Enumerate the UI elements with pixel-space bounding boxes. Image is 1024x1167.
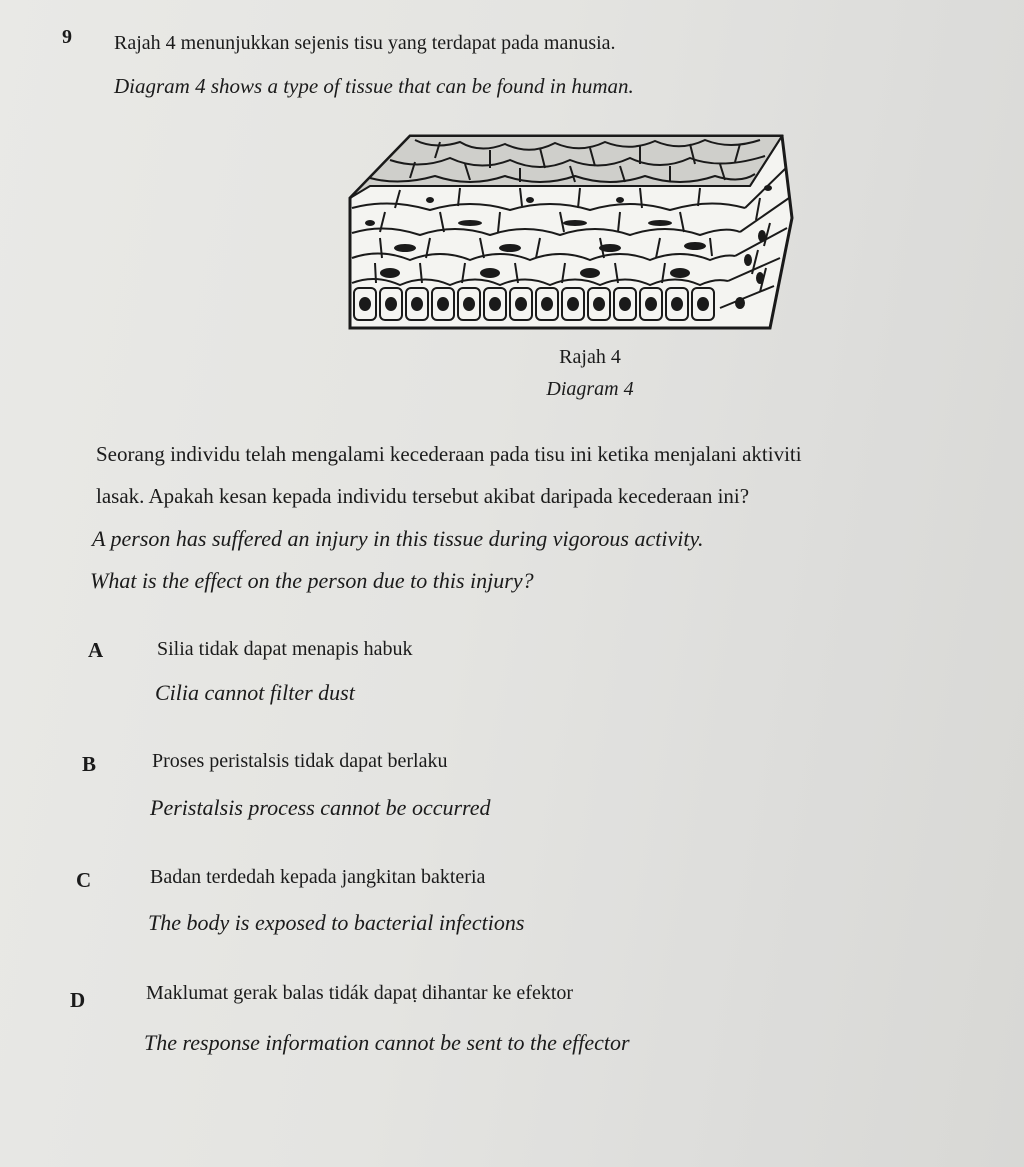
- option-d-malay: Maklumat gerak balas tidák dapaṭ dihantar ke efektor: [146, 982, 574, 1004]
- figure-caption-malay: Rajah 4: [559, 346, 621, 368]
- stem-english-line1: A person has suffered an injury in this tissue during vigorous activity.: [92, 526, 704, 551]
- stem-english-line2: What is the effect on the person due to this injury?: [90, 568, 534, 593]
- option-letter-b: B: [82, 752, 97, 776]
- epithelium-icon: [340, 128, 800, 358]
- option-c-malay: Badan terdedah kepada jangkitan bakteria: [150, 866, 486, 888]
- option-a-malay: Silia tidak dapat menapis habuk: [157, 638, 413, 660]
- intro-english: Diagram 4 shows a type of tissue that can be found in human.: [114, 74, 634, 98]
- option-letter-c: C: [76, 868, 92, 892]
- option-c-english: The body is exposed to bacterial infections: [148, 910, 525, 935]
- option-b-english: Peristalsis process cannot be occurred: [150, 795, 491, 820]
- option-letter-d: D: [70, 988, 86, 1012]
- option-letter-a: A: [88, 638, 104, 662]
- option-b-malay: Proses peristalsis tidak dapat berlaku: [152, 750, 448, 772]
- question-number: 9: [62, 26, 72, 48]
- stem-malay-line2: lasak. Apakah kesan kepada individu tersebut akibat daripada kecederaan ini?: [96, 484, 750, 508]
- stem-malay-line1: Seorang individu telah mengalami kecederaan pada tisu ini ketika menjalani aktiviti: [96, 442, 802, 466]
- option-a-english: Cilia cannot filter dust: [155, 680, 355, 705]
- tissue-diagram: [340, 128, 800, 358]
- intro-malay: Rajah 4 menunjukkan sejenis tisu yang terdapat pada manusia.: [114, 32, 616, 54]
- figure-caption-english: Diagram 4: [546, 378, 634, 400]
- option-d-english: The response information cannot be sent to the effector: [144, 1030, 630, 1055]
